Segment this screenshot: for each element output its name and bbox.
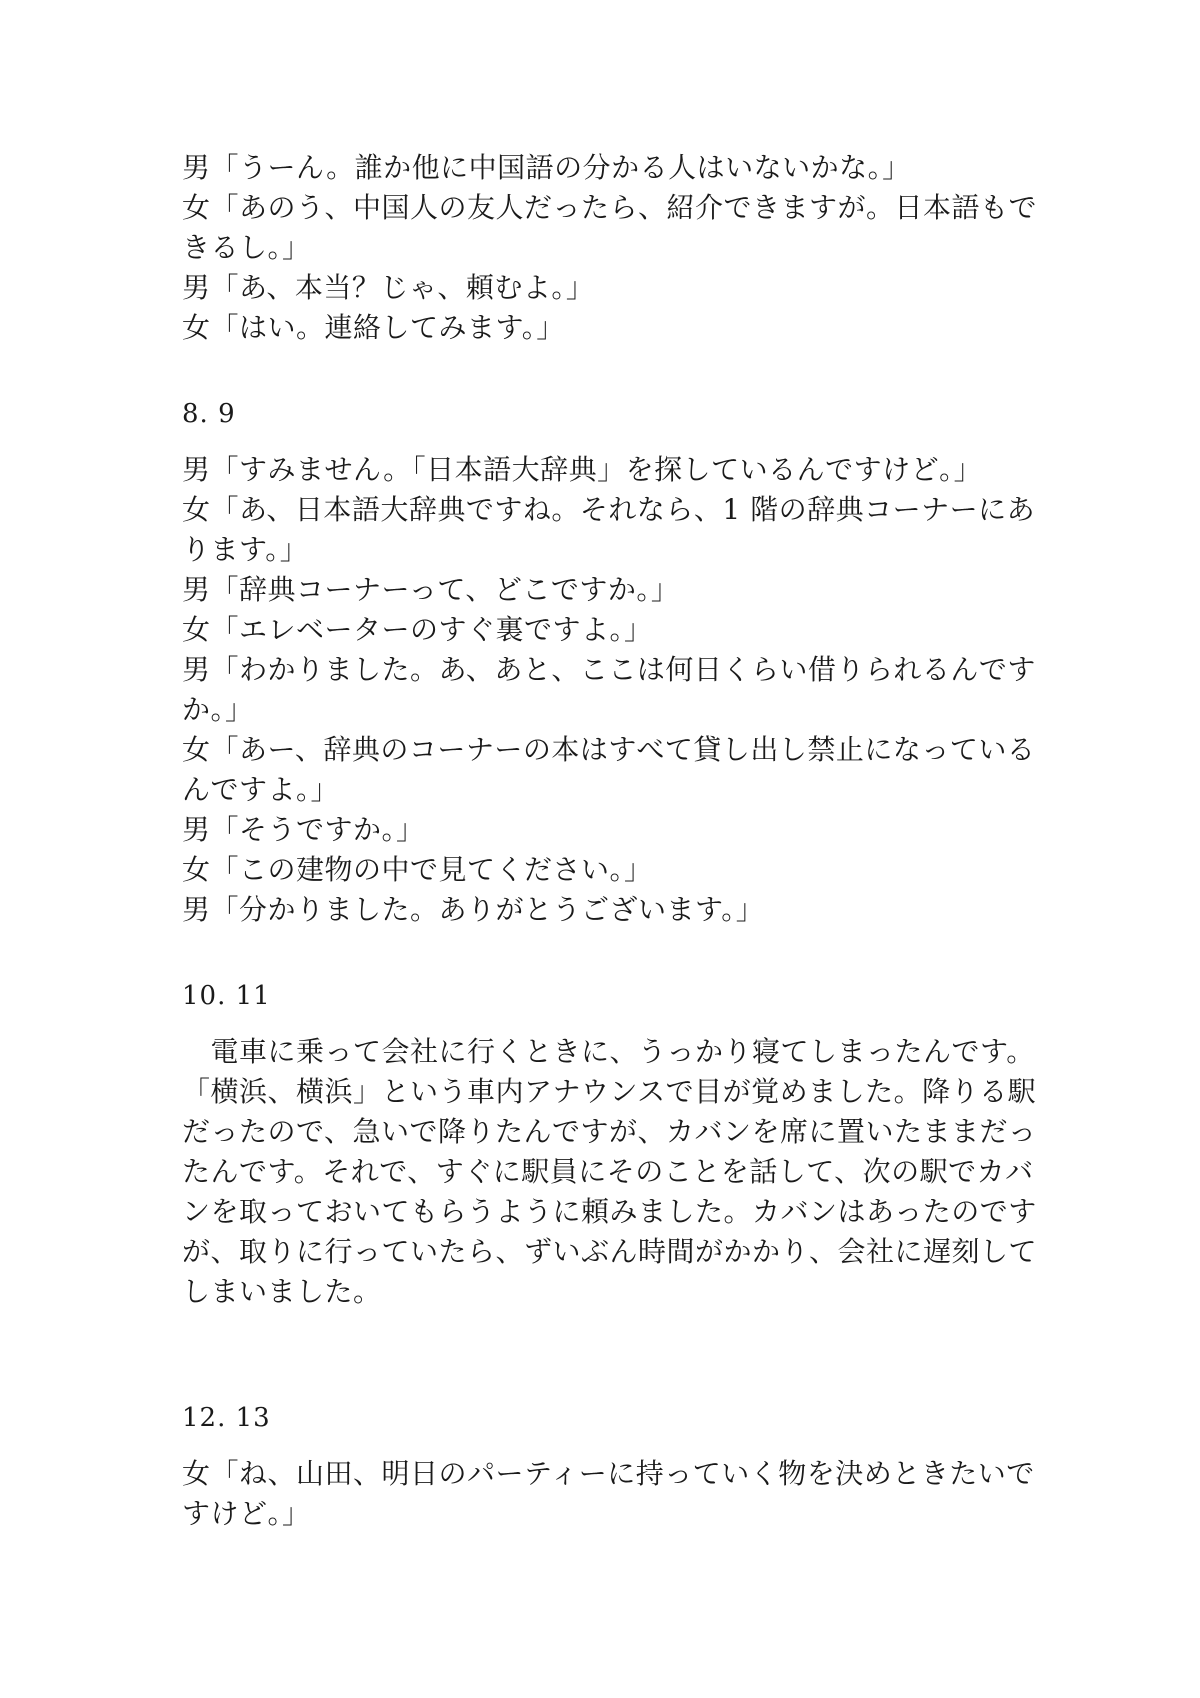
spacer [182,434,1032,450]
dialogue-line: すけど。」 [182,1497,311,1530]
dialogue-section-4 [182,1454,1035,1534]
dialogue-line: 男「うーん。誰か他に中国語の分かる人はいないかな。」 [182,151,911,184]
spacer [182,1016,1032,1032]
spacer [182,348,1032,394]
paragraph-line: しまいました。 [182,1275,382,1308]
paragraph-line: ンを取っておいてもらうように頼みました。カバンはあったのです [182,1195,1037,1228]
dialogue-line: 女「エレベーターのすぐ裏ですよ。」 [182,613,653,646]
paragraph-line: が、取りに行っていたら、ずいぶん時間がかかり、会社に遅刻して [182,1235,1038,1268]
dialogue-section-2 [182,450,1036,930]
dialogue-line: か。」 [182,693,254,726]
section-heading-10-11: 10. 11 [182,981,271,1011]
spacer [182,1312,1032,1398]
dialogue-line: 女「ね、山田、明日のパーティーに持っていく物を決めときたいで [182,1457,1035,1490]
paragraph-line: だったので、急いで降りたんですが、カバンを席に置いたままだっ [182,1115,1037,1148]
dialogue-line: 女「あー、辞典のコーナーの本はすべて貸し出し禁止になっている [182,733,1036,766]
section-heading-12-13: 12. 13 [182,1403,271,1433]
dialogue-line: んですよ。」 [182,773,340,806]
dialogue-line: 女「はい。連絡してみます。」 [182,311,565,344]
dialogue-line: 女「この建物の中で見てください。」 [182,853,653,886]
dialogue-line: 男「わかりました。あ、あと、ここは何日くらい借りられるんです [182,653,1036,686]
dialogue-section-1 [182,148,1038,348]
dialogue-line: 男「辞典コーナーって、どこですか。」 [182,573,680,606]
narrative-paragraph [182,1032,1038,1312]
dialogue-line: 女「あのう、中国人の友人だったら、紹介できますが。日本語もで [182,191,1038,224]
dialogue-line: 女「あ、日本語大辞典ですね。それなら、1 階の辞典コーナーにあ [182,493,1036,526]
paragraph-line: 「横浜、横浜」という車内アナウンスで目が覚めました。降りる駅 [182,1075,1037,1108]
dialogue-line: ります。」 [182,533,309,566]
dialogue-line: 男「分かりました。ありがとうございます。」 [182,893,765,926]
paragraph-line: 電車に乗って会社に行くときに、うっかり寝てしまったんです。 [182,1035,1035,1068]
document-page [182,148,1038,1534]
spacer [182,930,1032,976]
spacer [182,1438,1032,1454]
dialogue-line: きるし。」 [182,231,311,264]
section-heading-8-9: 8. 9 [182,399,236,429]
dialogue-line: 男「あ、本当？じゃ、頼むよ。」 [182,271,595,304]
paragraph-line: たんです。それで、すぐに駅員にそのことを話して、次の駅でカバ [182,1155,1034,1188]
dialogue-line: 男「すみません。「日本語大辞典」を探しているんですけど。」 [182,453,983,486]
dialogue-line: 男「そうですか。」 [182,813,425,846]
